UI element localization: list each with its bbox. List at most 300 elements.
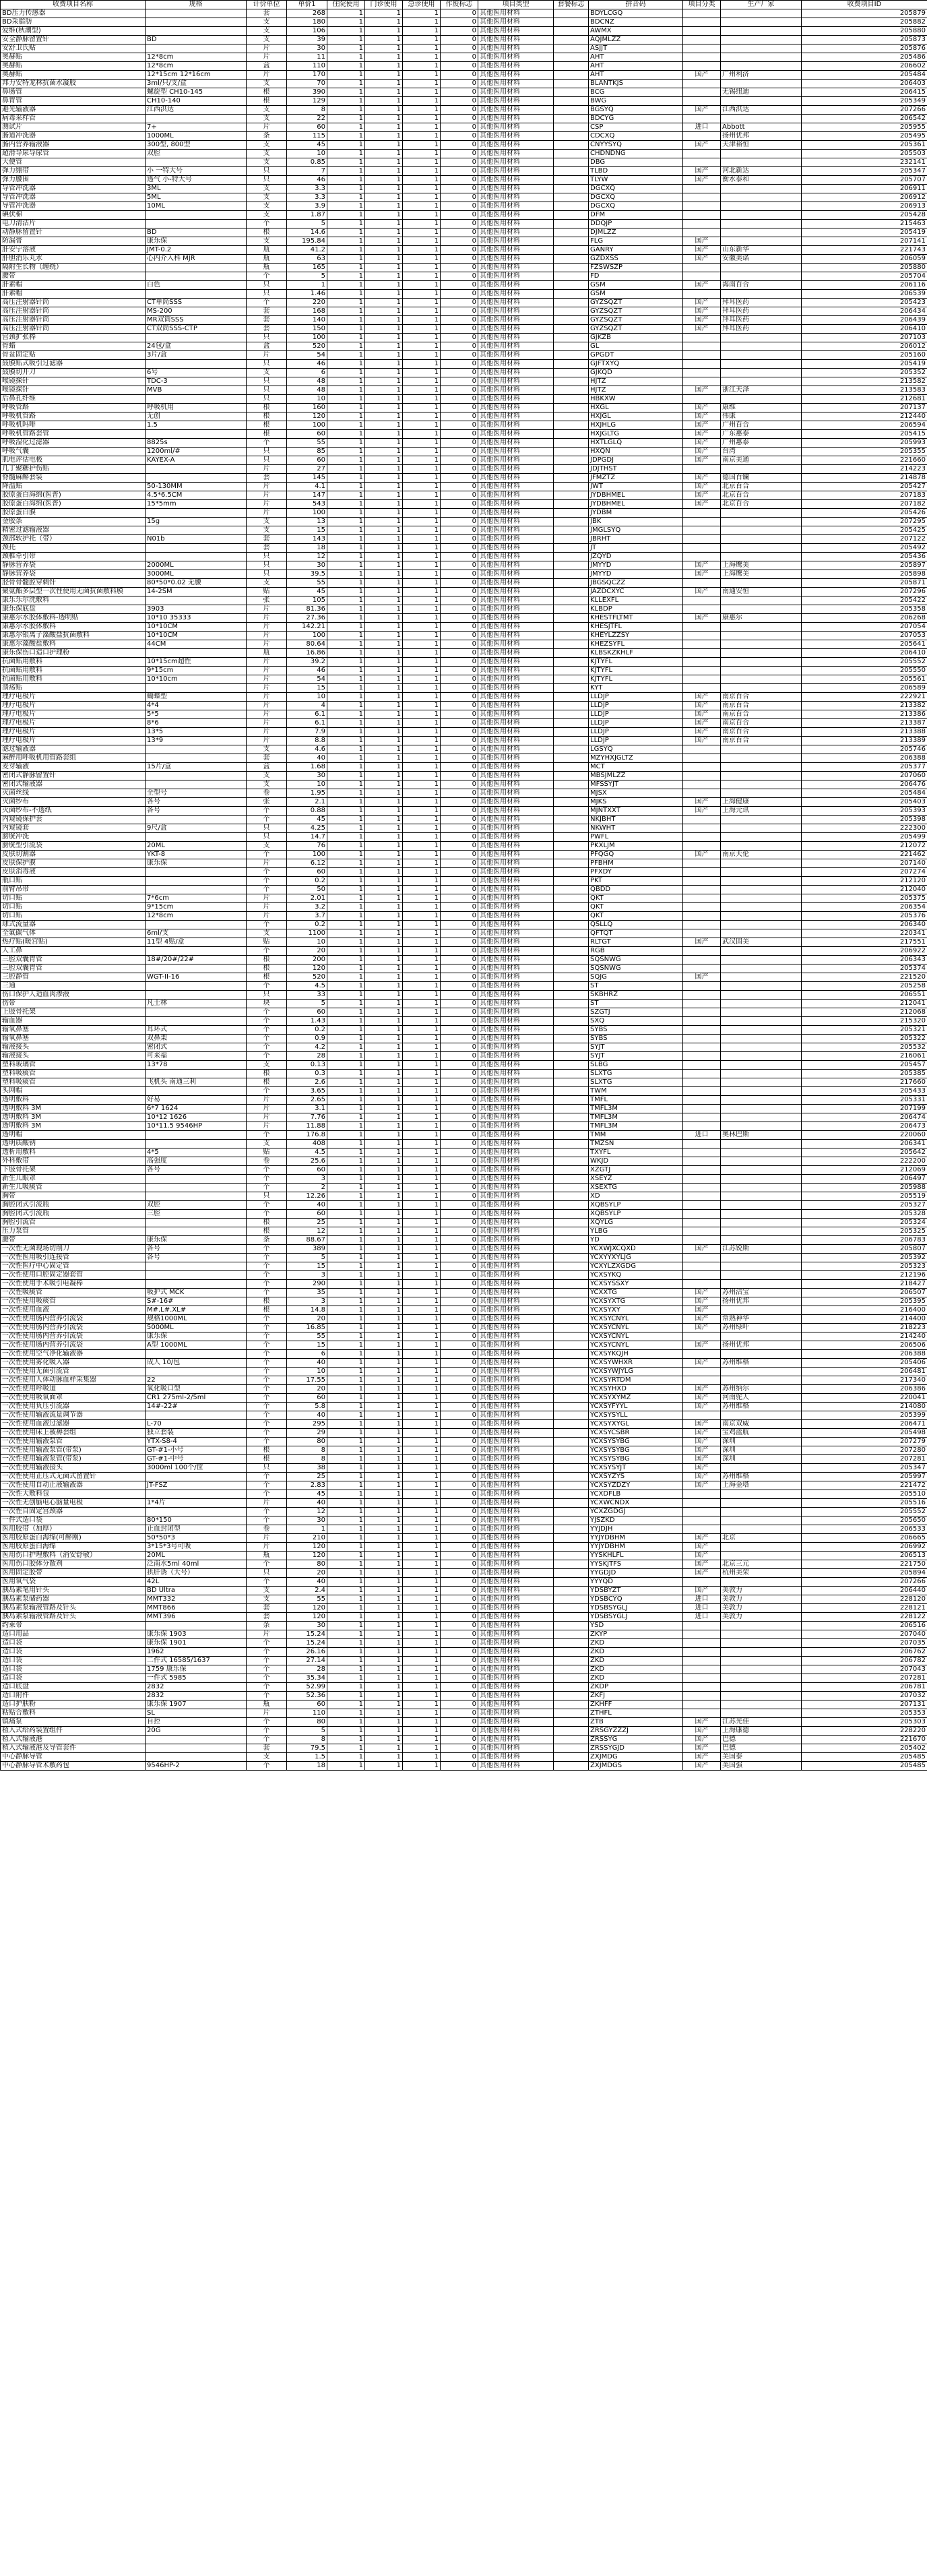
table-row[interactable] bbox=[1, 1622, 927, 1630]
table-row[interactable] bbox=[1, 351, 927, 360]
table-row[interactable] bbox=[1, 903, 927, 912]
table-row[interactable] bbox=[1, 1306, 927, 1315]
table-row[interactable] bbox=[1, 798, 927, 807]
table-row[interactable] bbox=[1, 1516, 927, 1525]
cell-pinyin: QFTQT bbox=[589, 929, 683, 938]
cell-item-id: 206665 bbox=[802, 1534, 927, 1543]
table-row[interactable] bbox=[1, 1543, 927, 1552]
table-row[interactable] bbox=[1, 334, 927, 342]
table-row[interactable] bbox=[1, 728, 927, 737]
cell-outpatient: 1 bbox=[365, 53, 403, 62]
table-row[interactable] bbox=[1, 772, 927, 780]
table-row[interactable] bbox=[1, 553, 927, 561]
table-row[interactable] bbox=[1, 307, 927, 316]
table-row[interactable] bbox=[1, 1017, 927, 1026]
table-row[interactable] bbox=[1, 763, 927, 772]
cell-outpatient: 1 bbox=[365, 281, 403, 290]
table-row[interactable] bbox=[1, 1560, 927, 1569]
table-row[interactable] bbox=[1, 1052, 927, 1061]
table-row[interactable] bbox=[1, 658, 927, 667]
cell-item-id: 217551 bbox=[802, 938, 927, 947]
table-row[interactable] bbox=[1, 1219, 927, 1227]
table-row[interactable] bbox=[1, 1464, 927, 1473]
table-row[interactable] bbox=[1, 342, 927, 351]
table-row[interactable] bbox=[1, 1446, 927, 1455]
cell-void-flag: 0 bbox=[441, 947, 478, 956]
table-row[interactable] bbox=[1, 1438, 927, 1446]
cell-category: 国产 bbox=[683, 798, 721, 807]
table-row[interactable] bbox=[1, 150, 927, 158]
cell-pinyin: YLBG bbox=[589, 1227, 683, 1236]
table-row[interactable] bbox=[1, 1762, 927, 1771]
cell-package-flag bbox=[554, 894, 589, 903]
table-row[interactable] bbox=[1, 833, 927, 842]
table-row[interactable] bbox=[1, 123, 927, 132]
col-header[interactable]: 项目分类 bbox=[683, 1, 721, 9]
cell-spec: 6ml/支 bbox=[146, 929, 247, 938]
cell-emergency: 1 bbox=[403, 1306, 441, 1315]
col-header[interactable]: 生产厂家 bbox=[721, 1, 802, 9]
cell-manufacturer bbox=[721, 947, 802, 956]
table-row[interactable] bbox=[1, 1341, 927, 1350]
table-row[interactable] bbox=[1, 1657, 927, 1665]
table-row[interactable] bbox=[1, 640, 927, 649]
table-row[interactable] bbox=[1, 1613, 927, 1622]
table-row[interactable] bbox=[1, 894, 927, 903]
cell-item-name: 呼吸机管路套管 bbox=[1, 430, 146, 439]
cell-manufacturer bbox=[721, 632, 802, 640]
cell-item-name: 造口袋 bbox=[1, 1657, 146, 1665]
table-row[interactable] bbox=[1, 1332, 927, 1341]
table-row[interactable] bbox=[1, 1061, 927, 1070]
table-row[interactable] bbox=[1, 649, 927, 658]
table-row[interactable] bbox=[1, 754, 927, 763]
table-row[interactable] bbox=[1, 1534, 927, 1543]
cell-manufacturer bbox=[721, 1008, 802, 1017]
cell-item-type: 其他医用材料 bbox=[478, 255, 554, 264]
table-row[interactable] bbox=[1, 141, 927, 150]
table-row[interactable] bbox=[1, 1262, 927, 1271]
table-row[interactable] bbox=[1, 44, 927, 53]
table-row[interactable] bbox=[1, 1026, 927, 1035]
cell-item-type: 其他医用材料 bbox=[478, 80, 554, 88]
table-row[interactable] bbox=[1, 1113, 927, 1122]
cell-category bbox=[683, 1578, 721, 1587]
table-row[interactable] bbox=[1, 789, 927, 798]
table-row[interactable] bbox=[1, 929, 927, 938]
table-row[interactable] bbox=[1, 1692, 927, 1700]
cell-outpatient: 1 bbox=[365, 1753, 403, 1762]
table-row[interactable] bbox=[1, 947, 927, 956]
table-row[interactable] bbox=[1, 1280, 927, 1289]
table-row[interactable] bbox=[1, 1184, 927, 1192]
table-row[interactable] bbox=[1, 851, 927, 859]
table-row[interactable] bbox=[1, 807, 927, 816]
col-header[interactable]: 计价单位 bbox=[247, 1, 287, 9]
table-row[interactable] bbox=[1, 1385, 927, 1394]
table-row[interactable] bbox=[1, 404, 927, 412]
cell-inpatient: 1 bbox=[327, 71, 365, 80]
table-row[interactable] bbox=[1, 1411, 927, 1420]
table-row[interactable] bbox=[1, 439, 927, 448]
cell-void-flag: 0 bbox=[441, 1070, 478, 1078]
cell-price: 60 bbox=[287, 1210, 327, 1219]
table-row[interactable] bbox=[1, 1718, 927, 1727]
table-row[interactable] bbox=[1, 474, 927, 483]
table-row[interactable] bbox=[1, 693, 927, 702]
cell-inpatient: 1 bbox=[327, 675, 365, 684]
table-row[interactable] bbox=[1, 623, 927, 632]
table-row[interactable] bbox=[1, 605, 927, 614]
table-row[interactable] bbox=[1, 1683, 927, 1692]
table-row[interactable] bbox=[1, 1736, 927, 1744]
table-row[interactable] bbox=[1, 193, 927, 202]
table-row[interactable] bbox=[1, 1455, 927, 1464]
cell-item-name: 动静脉留置针 bbox=[1, 228, 146, 237]
cell-inpatient: 1 bbox=[327, 1148, 365, 1157]
table-row[interactable] bbox=[1, 97, 927, 106]
table-row[interactable] bbox=[1, 88, 927, 97]
cell-emergency: 1 bbox=[403, 833, 441, 842]
table-row[interactable] bbox=[1, 1166, 927, 1175]
table-row[interactable] bbox=[1, 237, 927, 246]
table-row[interactable] bbox=[1, 561, 927, 570]
cell-item-id: 205323 bbox=[802, 1262, 927, 1271]
table-row[interactable] bbox=[1, 1508, 927, 1516]
cell-emergency: 1 bbox=[403, 1516, 441, 1525]
table-row[interactable] bbox=[1, 544, 927, 553]
table-row[interactable] bbox=[1, 185, 927, 193]
table-row[interactable] bbox=[1, 448, 927, 456]
table-row[interactable] bbox=[1, 1700, 927, 1709]
table-row[interactable] bbox=[1, 1674, 927, 1683]
cell-item-name: 弹力腰围 bbox=[1, 176, 146, 185]
cell-manufacturer bbox=[721, 1201, 802, 1210]
table-row[interactable] bbox=[1, 18, 927, 27]
table-row[interactable] bbox=[1, 702, 927, 710]
table-row[interactable] bbox=[1, 1236, 927, 1245]
table-row[interactable] bbox=[1, 1245, 927, 1254]
table-row[interactable] bbox=[1, 360, 927, 369]
table-row[interactable] bbox=[1, 421, 927, 430]
table-row[interactable] bbox=[1, 158, 927, 167]
table-row[interactable] bbox=[1, 710, 927, 719]
table-row[interactable] bbox=[1, 1394, 927, 1403]
table-row[interactable] bbox=[1, 614, 927, 623]
table-row[interactable] bbox=[1, 1420, 927, 1429]
table-row[interactable] bbox=[1, 518, 927, 526]
table-row[interactable] bbox=[1, 1000, 927, 1008]
table-row[interactable] bbox=[1, 1665, 927, 1674]
table-row[interactable] bbox=[1, 316, 927, 325]
table-row[interactable] bbox=[1, 1105, 927, 1113]
table-row[interactable] bbox=[1, 1148, 927, 1157]
table-row[interactable] bbox=[1, 1569, 927, 1578]
table-row[interactable] bbox=[1, 921, 927, 929]
table-row[interactable] bbox=[1, 325, 927, 334]
cell-manufacturer bbox=[721, 1622, 802, 1630]
table-row[interactable] bbox=[1, 1122, 927, 1131]
table-row[interactable] bbox=[1, 264, 927, 272]
table-row[interactable] bbox=[1, 1350, 927, 1359]
table-row[interactable] bbox=[1, 1043, 927, 1052]
table-row[interactable] bbox=[1, 176, 927, 185]
table-row[interactable] bbox=[1, 36, 927, 44]
table-row[interactable] bbox=[1, 973, 927, 982]
table-row[interactable] bbox=[1, 535, 927, 544]
table-row[interactable] bbox=[1, 509, 927, 518]
col-header[interactable]: 规格 bbox=[146, 1, 247, 9]
table-row[interactable] bbox=[1, 500, 927, 509]
table-row[interactable] bbox=[1, 1753, 927, 1762]
cell-package-flag bbox=[554, 1665, 589, 1674]
cell-outpatient: 1 bbox=[365, 1429, 403, 1438]
table-row[interactable] bbox=[1, 667, 927, 675]
cell-outpatient: 1 bbox=[365, 518, 403, 526]
table-row[interactable] bbox=[1, 859, 927, 868]
table-row[interactable] bbox=[1, 877, 927, 886]
cell-item-name: 呼吸机吗啡 bbox=[1, 421, 146, 430]
cell-item-type: 其他医用材料 bbox=[478, 588, 554, 596]
col-header[interactable]: 住院使用 bbox=[327, 1, 365, 9]
table-row[interactable] bbox=[1, 430, 927, 439]
cell-item-type: 其他医用材料 bbox=[478, 640, 554, 649]
cell-price: 4.1 bbox=[287, 483, 327, 491]
table-row[interactable] bbox=[1, 456, 927, 465]
cell-item-type: 其他医用材料 bbox=[478, 272, 554, 281]
table-row[interactable] bbox=[1, 1727, 927, 1736]
table-row[interactable] bbox=[1, 579, 927, 588]
table-row[interactable] bbox=[1, 483, 927, 491]
table-row[interactable] bbox=[1, 886, 927, 894]
cell-spec: 双腔 bbox=[146, 1201, 247, 1210]
table-row[interactable] bbox=[1, 588, 927, 596]
table-row[interactable] bbox=[1, 1070, 927, 1078]
table-row[interactable] bbox=[1, 1035, 927, 1043]
table-row[interactable] bbox=[1, 1271, 927, 1280]
table-row[interactable] bbox=[1, 71, 927, 80]
table-row[interactable] bbox=[1, 1192, 927, 1201]
cell-package-flag bbox=[554, 1227, 589, 1236]
cell-item-name: 康惠尔银离子藻酸盐抗菌敷料 bbox=[1, 632, 146, 640]
col-header[interactable]: 收费项目ID bbox=[802, 1, 927, 9]
table-row[interactable] bbox=[1, 9, 927, 18]
table-row[interactable] bbox=[1, 1297, 927, 1306]
table-row[interactable] bbox=[1, 299, 927, 307]
table-row[interactable] bbox=[1, 246, 927, 255]
cell-package-flag bbox=[554, 649, 589, 658]
table-row[interactable] bbox=[1, 1473, 927, 1481]
col-header[interactable]: 拼音码 bbox=[589, 1, 683, 9]
table-row[interactable] bbox=[1, 1630, 927, 1639]
table-row[interactable] bbox=[1, 1254, 927, 1262]
table-row[interactable] bbox=[1, 1481, 927, 1490]
table-row[interactable] bbox=[1, 211, 927, 220]
cell-unit: 片 bbox=[247, 1122, 287, 1131]
table-row[interactable] bbox=[1, 1210, 927, 1219]
cell-manufacturer bbox=[721, 264, 802, 272]
table-row[interactable] bbox=[1, 1403, 927, 1411]
col-header[interactable]: 收费项目名称 bbox=[1, 1, 146, 9]
table-row[interactable] bbox=[1, 1595, 927, 1604]
table-row[interactable] bbox=[1, 1648, 927, 1657]
cell-spec bbox=[146, 1744, 247, 1753]
table-row[interactable] bbox=[1, 1087, 927, 1096]
cell-inpatient: 1 bbox=[327, 1630, 365, 1639]
table-row[interactable] bbox=[1, 1096, 927, 1105]
cell-outpatient: 1 bbox=[365, 439, 403, 448]
table-row[interactable] bbox=[1, 377, 927, 386]
table-row[interactable] bbox=[1, 1368, 927, 1376]
table-row[interactable] bbox=[1, 1525, 927, 1534]
table-row[interactable] bbox=[1, 106, 927, 115]
table-row[interactable] bbox=[1, 369, 927, 377]
cell-unit: 只 bbox=[247, 360, 287, 369]
table-row[interactable] bbox=[1, 220, 927, 228]
table-row[interactable] bbox=[1, 491, 927, 500]
table-row[interactable] bbox=[1, 991, 927, 1000]
table-row[interactable] bbox=[1, 719, 927, 728]
table-row[interactable] bbox=[1, 1429, 927, 1438]
cell-price: 120 bbox=[287, 1613, 327, 1622]
table-row[interactable] bbox=[1, 272, 927, 281]
table-row[interactable] bbox=[1, 1552, 927, 1560]
table-row[interactable] bbox=[1, 1744, 927, 1753]
table-row[interactable] bbox=[1, 684, 927, 693]
cell-category: 国产 bbox=[683, 614, 721, 623]
table-row[interactable] bbox=[1, 395, 927, 404]
cell-inpatient: 1 bbox=[327, 228, 365, 237]
table-row[interactable] bbox=[1, 1587, 927, 1595]
table-row[interactable] bbox=[1, 596, 927, 605]
cell-void-flag: 0 bbox=[441, 491, 478, 500]
cell-category bbox=[683, 544, 721, 553]
table-row[interactable] bbox=[1, 868, 927, 877]
cell-pinyin: FD bbox=[589, 272, 683, 281]
cell-spec: 1759 康乐保 bbox=[146, 1665, 247, 1674]
table-row[interactable] bbox=[1, 53, 927, 62]
cell-price: 8 bbox=[287, 106, 327, 115]
table-row[interactable] bbox=[1, 386, 927, 395]
table-row[interactable] bbox=[1, 1315, 927, 1324]
cell-item-name: 约束带 bbox=[1, 1622, 146, 1630]
cell-item-id: 205376 bbox=[802, 912, 927, 921]
table-row[interactable] bbox=[1, 1078, 927, 1087]
table-row[interactable] bbox=[1, 824, 927, 833]
cell-package-flag bbox=[554, 483, 589, 491]
cell-void-flag: 0 bbox=[441, 1481, 478, 1490]
table-row[interactable] bbox=[1, 202, 927, 211]
cell-spec: 9546HP-2 bbox=[146, 1762, 247, 1771]
table-row[interactable] bbox=[1, 62, 927, 71]
cell-pinyin: GYZSQZT bbox=[589, 325, 683, 334]
table-row[interactable] bbox=[1, 1131, 927, 1140]
cell-inpatient: 1 bbox=[327, 1744, 365, 1753]
col-header[interactable]: 门诊使用 bbox=[365, 1, 403, 9]
cell-outpatient: 1 bbox=[365, 780, 403, 789]
cell-void-flag: 0 bbox=[441, 745, 478, 754]
cell-emergency: 1 bbox=[403, 947, 441, 956]
table-row[interactable] bbox=[1, 982, 927, 991]
table-row[interactable] bbox=[1, 1157, 927, 1166]
table-row[interactable] bbox=[1, 737, 927, 745]
table-row[interactable] bbox=[1, 964, 927, 973]
table-row[interactable] bbox=[1, 1578, 927, 1587]
cell-manufacturer bbox=[721, 903, 802, 912]
table-row[interactable] bbox=[1, 290, 927, 299]
table-row[interactable] bbox=[1, 780, 927, 789]
cell-item-type: 其他医用材料 bbox=[478, 88, 554, 97]
cell-package-flag bbox=[554, 9, 589, 18]
table-row[interactable] bbox=[1, 1490, 927, 1499]
table-row[interactable] bbox=[1, 912, 927, 921]
table-row[interactable] bbox=[1, 132, 927, 141]
cell-item-type: 其他医用材料 bbox=[478, 1192, 554, 1201]
cell-void-flag: 0 bbox=[441, 956, 478, 964]
table-row[interactable] bbox=[1, 465, 927, 474]
cell-item-id: 207280 bbox=[802, 1446, 927, 1455]
col-header[interactable]: 单价1 bbox=[287, 1, 327, 9]
table-row[interactable] bbox=[1, 1639, 927, 1648]
table-row[interactable] bbox=[1, 228, 927, 237]
table-row[interactable] bbox=[1, 1324, 927, 1332]
table-row[interactable] bbox=[1, 526, 927, 535]
table-row[interactable] bbox=[1, 675, 927, 684]
table-row[interactable] bbox=[1, 1359, 927, 1368]
table-row[interactable] bbox=[1, 412, 927, 421]
table-row[interactable] bbox=[1, 842, 927, 851]
cell-emergency: 1 bbox=[403, 342, 441, 351]
cell-outpatient: 1 bbox=[365, 754, 403, 763]
cell-pinyin: YCXZGDGJ bbox=[589, 1508, 683, 1516]
table-row[interactable] bbox=[1, 1140, 927, 1148]
table-row[interactable] bbox=[1, 1201, 927, 1210]
table-row[interactable] bbox=[1, 632, 927, 640]
table-row[interactable] bbox=[1, 1499, 927, 1508]
table-row[interactable] bbox=[1, 956, 927, 964]
cell-pinyin: YYGDJD bbox=[589, 1569, 683, 1578]
table-row[interactable] bbox=[1, 1175, 927, 1184]
table-row[interactable] bbox=[1, 167, 927, 176]
table-row[interactable] bbox=[1, 1227, 927, 1236]
col-header[interactable]: 项目类型 bbox=[478, 1, 554, 9]
table-row[interactable] bbox=[1, 115, 927, 123]
table-row[interactable] bbox=[1, 1604, 927, 1613]
cell-item-type: 其他医用材料 bbox=[478, 1613, 554, 1622]
table-row[interactable] bbox=[1, 281, 927, 290]
cell-spec: 密闭式 bbox=[146, 1043, 247, 1052]
table-row[interactable] bbox=[1, 255, 927, 264]
cell-unit: 个 bbox=[247, 1657, 287, 1665]
table-row[interactable] bbox=[1, 1376, 927, 1385]
table-row[interactable] bbox=[1, 1008, 927, 1017]
cell-pinyin: KHEZSYFL bbox=[589, 640, 683, 649]
table-row[interactable] bbox=[1, 80, 927, 88]
table-row[interactable] bbox=[1, 938, 927, 947]
cell-unit: 支 bbox=[247, 1753, 287, 1762]
col-header[interactable]: 套餐标志 bbox=[554, 1, 589, 9]
cell-spec bbox=[146, 290, 247, 299]
table-row[interactable] bbox=[1, 27, 927, 36]
table-row[interactable] bbox=[1, 1709, 927, 1718]
col-header[interactable]: 急诊使用 bbox=[403, 1, 441, 9]
table-row[interactable] bbox=[1, 745, 927, 754]
cell-emergency: 1 bbox=[403, 1341, 441, 1350]
col-header[interactable]: 作废标志 bbox=[441, 1, 478, 9]
table-row[interactable] bbox=[1, 1289, 927, 1297]
table-row[interactable] bbox=[1, 816, 927, 824]
table-row[interactable] bbox=[1, 570, 927, 579]
